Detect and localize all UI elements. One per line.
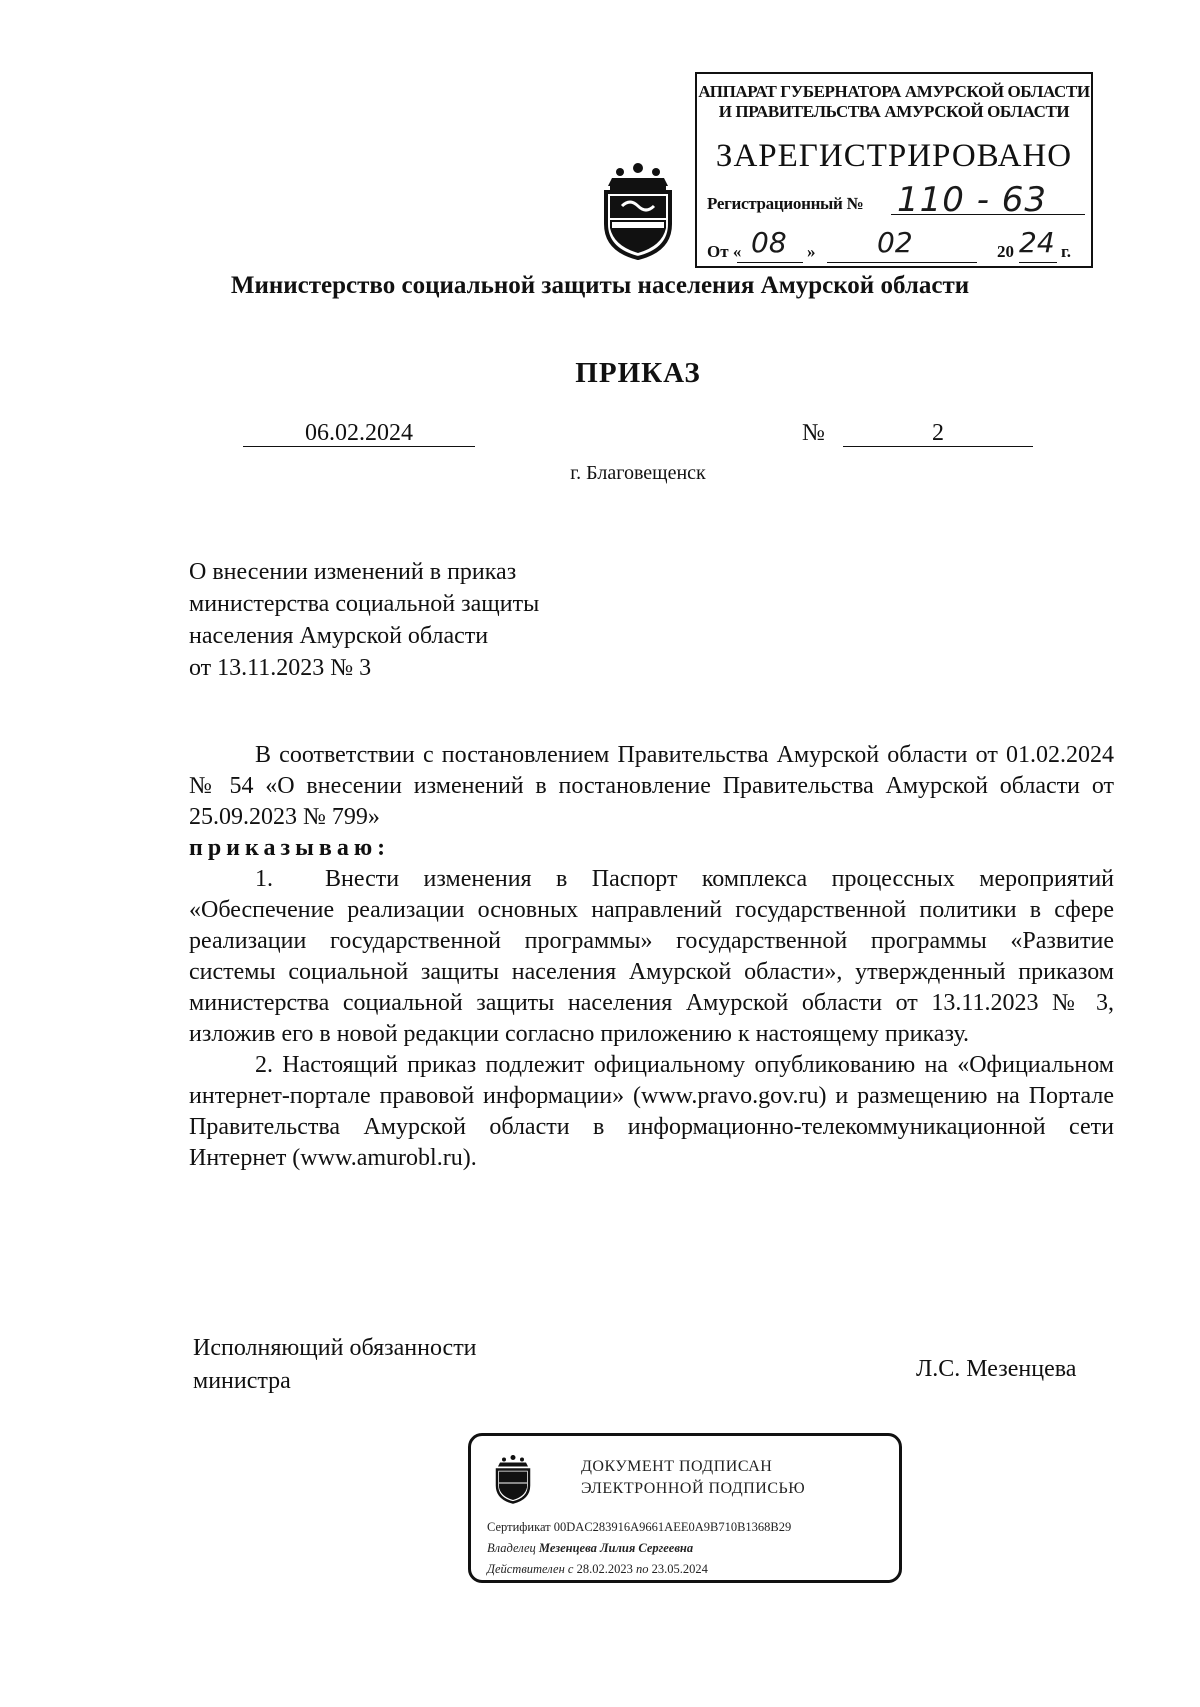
- order-number: 2: [932, 420, 944, 446]
- valid-label: Действителен: [487, 1562, 565, 1576]
- stamp-org-line2: И ПРАВИТЕЛЬСТВА АМУРСКОЙ ОБЛАСТИ: [718, 102, 1070, 121]
- cert-value: 00DAC283916A9661AEE0A9B710B1368B29: [553, 1520, 792, 1534]
- electronic-signature-stamp: [468, 1433, 902, 1583]
- stamp-registered: ЗАРЕГИСТРИРОВАНО: [715, 138, 1073, 174]
- esig-heading-2: ЭЛЕКТРОННОЙ ПОДПИСЬЮ: [581, 1480, 806, 1497]
- document-title: ПРИКАЗ: [575, 357, 701, 389]
- order-date: 06.02.2024: [305, 420, 413, 446]
- stamp-month: 02: [877, 226, 913, 259]
- order-subject: [189, 556, 619, 684]
- stamp-quote-close: »: [807, 242, 816, 261]
- order-number-underline: [843, 446, 1033, 447]
- coat-of-arms-icon: [493, 1454, 533, 1504]
- stamp-day-underline: [737, 262, 803, 263]
- subject-line: от 13.11.2023 № 3: [189, 655, 372, 681]
- position-line: министра: [193, 1368, 291, 1394]
- stamp-year-g: г.: [1061, 242, 1072, 261]
- position-line: Исполняющий обязанности: [193, 1335, 477, 1361]
- ministry-name: Министерство социальной защиты населения Амурской области: [230, 272, 970, 299]
- subject-line: министерства социальной защиты: [189, 591, 540, 617]
- stamp-year-suffix: 24: [1019, 226, 1055, 259]
- item-1-number: 1.: [255, 866, 273, 892]
- signatory-name: Л.С. Мезенцева: [916, 1356, 1077, 1382]
- esig-owner: [487, 1541, 693, 1556]
- stamp-date-from: От «: [707, 242, 742, 261]
- valid-from: 28.02.2023: [576, 1562, 633, 1576]
- owner-label: Владелец: [487, 1541, 536, 1555]
- item-2: 2. Настоящий приказ подлежит официальному опубликованию на «Официальном интернет-портале правовой информации» (www.pravo.gov.ru) и размещению на Портале Правительства Амурской области в информационно-телекоммуникационной сети Интернет (www.amurobl.ru).: [189, 1052, 1114, 1171]
- esig-certificate: [487, 1520, 791, 1535]
- cert-label: Сертификат: [487, 1520, 551, 1534]
- signatory-position: [193, 1332, 477, 1398]
- stamp-year-underline: [1019, 262, 1057, 263]
- esig-validity: [487, 1562, 708, 1577]
- coat-of-arms-icon: [598, 162, 678, 260]
- subject-line: О внесении изменений в приказ: [189, 559, 517, 585]
- valid-from-word: с: [567, 1562, 574, 1576]
- order-word: приказываю:: [189, 835, 391, 861]
- registration-stamp: [695, 72, 1093, 268]
- item-1: [189, 864, 1114, 1050]
- stamp-reg-label: Регистрационный №: [707, 194, 864, 213]
- stamp-reg-number: 110 - 63: [897, 180, 1048, 220]
- item-1-text: Внести изменения в Паспорт комплекса процессных мероприятий «Обеспечение реализации основных направлений государственной политики в сфере реализации государственной программы» государственной программы «Развитие системы социальной защиты населения Амурской области», утвержденный приказом министерства социальной защиты населения Амурской области от 13.11.2023 № 3, изложив его в новой редакции согласно приложению к настоящему приказу.: [189, 866, 1114, 1047]
- owner-value: Мезенцева Лилия Сергеевна: [538, 1541, 694, 1555]
- subject-line: населения Амурской области: [189, 623, 489, 649]
- stamp-day: 08: [751, 226, 787, 259]
- stamp-month-underline: [827, 262, 977, 263]
- esig-heading-1: ДОКУМЕНТ ПОДПИСАН: [581, 1458, 773, 1475]
- order-number-sign: №: [802, 420, 825, 446]
- city: г. Благовещенск: [570, 462, 706, 484]
- valid-to: 23.05.2024: [651, 1562, 708, 1576]
- order-body: [189, 740, 1114, 1174]
- stamp-org-line1: АППАРАТ ГУБЕРНАТОРА АМУРСКОЙ ОБЛАСТИ: [698, 82, 1090, 101]
- stamp-year-prefix: 20: [997, 242, 1014, 261]
- valid-to-word: по: [635, 1562, 649, 1576]
- order-date-underline: [243, 446, 475, 447]
- preamble: В соответствии с постановлением Правительства Амурской области от 01.02.2024 № 54 «О внесении изменений в постановление Правительства Амурской области от 25.09.2023 № 799»: [189, 742, 1114, 830]
